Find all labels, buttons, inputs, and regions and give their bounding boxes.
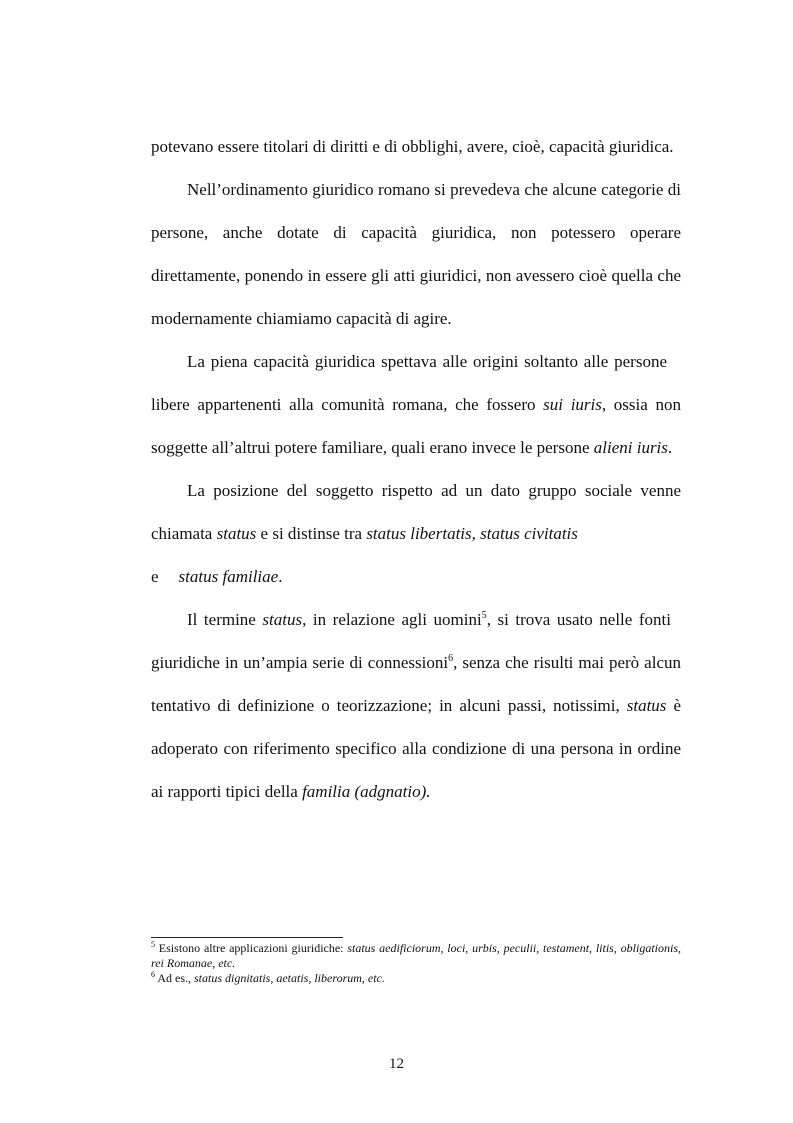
p5-status-1: status — [262, 610, 303, 629]
footnote-5-number: 5 — [151, 940, 155, 949]
p3-text-c: , ossia non soggette all’altrui potere familiare, quali erano invece le persone — [151, 395, 681, 457]
paragraph-5 — [151, 598, 681, 813]
p3-alieni-iuris: alieni iuris — [593, 438, 668, 457]
p3-text-a: La piena capacità giuridica spettava alle origini soltanto alle persone — [187, 352, 667, 371]
p4-status-familiae: status familiae — [178, 567, 279, 586]
footnotes — [151, 941, 681, 986]
p5-text-b: , in relazione agli uomini — [302, 610, 482, 629]
paragraph-4 — [151, 469, 681, 598]
p4-text-c: , — [471, 524, 481, 543]
p3-text-b: libere appartenenti alla comunità romana, che fossero — [151, 395, 544, 414]
footnote-5-text: Esistono altre applicazioni giuridiche: — [155, 941, 348, 955]
footnote-6-number: 6 — [151, 970, 155, 979]
p4-status-libertatis: status libertatis — [366, 524, 472, 543]
footnote-6-text: Ad es., — [155, 971, 194, 985]
p4-text-a: La posizione del soggetto rispetto ad un dato gruppo sociale venne chiamata — [151, 481, 681, 543]
footnote-ref-5[interactable]: 5 — [481, 610, 487, 621]
p4-text-b: e si distinse tra — [256, 524, 367, 543]
p5-text-a: Il termine — [187, 610, 263, 629]
footnote-divider — [151, 937, 343, 938]
p5-familia: familia (adgnatio). — [302, 782, 431, 801]
body-text — [151, 125, 681, 813]
p5-text-e: , senza che risulti mai però alcun tentativo di definizione o teorizzazione; in alcuni passi, notissimi, — [151, 653, 681, 715]
p4-status: status — [216, 524, 257, 543]
p5-text-c: , si trova usato nelle fonti — [486, 610, 671, 629]
p3-text-d: . — [667, 438, 673, 457]
p5-status-2: status — [626, 696, 667, 715]
paragraph-1: potevano essere titolari di diritti e di obblighi, avere, cioè, capacità giuridica. — [151, 137, 674, 156]
footnote-6-italic: status dignitatis, aetatis, liberorum, etc. — [194, 971, 385, 985]
paragraph-3 — [151, 340, 681, 469]
footnote-ref-6[interactable]: 6 — [448, 653, 454, 664]
p5-text-d: giuridiche in un’ampia serie di connessioni — [151, 653, 449, 672]
footnote-5 — [151, 941, 681, 971]
p4-text-d: e — [151, 567, 159, 586]
page-number: 12 — [389, 1056, 404, 1072]
p5-text-f: è adoperato con riferimento specifico alla condizione di una persona in ordine ai rapporti tipici della — [151, 696, 681, 801]
p3-sui-iuris: sui iuris — [543, 395, 602, 414]
p4-text-e: . — [278, 567, 283, 586]
p4-status-civitatis: status civitatis — [480, 524, 578, 543]
footnote-6 — [151, 971, 681, 986]
footnote-5-italic: status aedificiorum, loci, urbis, peculii, testament, litis, obligationis, rei Romanae, etc. — [151, 941, 682, 970]
paragraph-2: Nell’ordinamento giuridico romano si prevedeva che alcune categorie di persone, anche dotate di capacità giuridica, non potessero operare direttamente, ponendo in essere gli atti giuridici, non avessero cioè quella che modernamente chiamiamo capacità di agire. — [151, 180, 681, 328]
